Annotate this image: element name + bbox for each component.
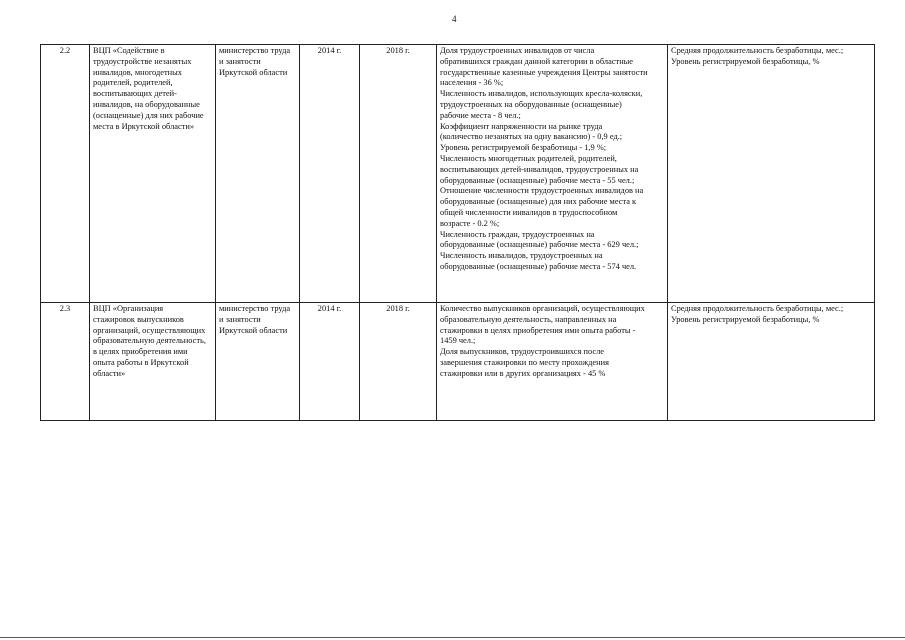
text-line: министерство труда xyxy=(219,46,291,55)
text-line: трудоустройстве незанятых xyxy=(93,56,192,66)
text-line: Средняя продолжительность безработицы, мес.; xyxy=(671,304,844,313)
text-line: оборудованные (оснащенные) рабочие места - 629 чел.; xyxy=(440,240,639,250)
start-year: 2014 г. xyxy=(300,45,360,303)
text-line: Уровень регистрируемой безработицы - 1,9 %; xyxy=(440,143,607,153)
text-line: ВЦП «Содействие в xyxy=(93,46,165,55)
text-line: области» xyxy=(93,368,126,378)
text-line: образовательную деятельность, направленных на xyxy=(440,314,617,324)
program-name xyxy=(90,303,216,421)
text-line: родителей, родителей, xyxy=(93,78,173,88)
text-line: инвалидов, на оборудованные xyxy=(93,99,200,109)
text-line: образовательную деятельность, xyxy=(93,336,206,346)
text-line: стажировок выпускников xyxy=(93,314,184,324)
text-line: Численность инвалидов, использующих кресла-коляски, xyxy=(440,89,643,99)
text-line: оборудованные (оснащенные) для них рабочие места к xyxy=(440,197,637,207)
target-indicators xyxy=(437,45,668,303)
executor xyxy=(216,303,300,421)
text-line: стажировки или в других организациях - 45 % xyxy=(440,368,606,378)
text-line: трудоустроенных на оборудованные (оснащенные) xyxy=(440,99,622,109)
text-line: оборудованные (оснащенные) рабочие места - 574 чел. xyxy=(440,261,637,271)
text-line: Отношение численности трудоустроенных инвалидов на xyxy=(440,186,644,196)
text-line: Иркутской области xyxy=(219,325,288,335)
text-line: инвалидов, многодетных xyxy=(93,67,182,77)
efficiency-indicators xyxy=(668,303,875,421)
text-line: государственные казенные учреждения Центры занятости xyxy=(440,67,648,77)
text-line: ВЦП «Организация xyxy=(93,304,164,313)
program-table xyxy=(40,44,875,421)
text-line: Уровень регистрируемой безработицы, % xyxy=(671,56,820,66)
text-line: места в Иркутской области» xyxy=(93,121,195,131)
text-line: Численность инвалидов, трудоустроенных на xyxy=(440,251,603,261)
efficiency-indicators xyxy=(668,45,875,303)
text-line: Численность многодетных родителей, родителей, xyxy=(440,153,617,163)
target-indicators xyxy=(437,303,668,421)
text-line: (оснащенные) для них рабочие xyxy=(93,110,204,120)
executor xyxy=(216,45,300,303)
text-line: Численность граждан, трудоустроенных на xyxy=(440,229,595,239)
page-number: 4 xyxy=(452,14,457,24)
text-line: (количество незанятых на одну вакансию) - 0,9 ед.; xyxy=(440,132,623,142)
text-line: оборудованные (оснащенные) рабочие места - 55 чел.; xyxy=(440,175,635,185)
text-line: в целях приобретения ими xyxy=(93,347,188,357)
program-name xyxy=(90,45,216,303)
text-line: возрасте - 0.2 %; xyxy=(440,218,500,228)
text-line: Коэффициент напряженности на рынке труда xyxy=(440,121,603,131)
text-line: общей численности инвалидов в трудоспособном xyxy=(440,207,618,217)
text-line: 1459 чел.; xyxy=(440,336,476,346)
text-line: воспитывающих детей- xyxy=(93,89,177,99)
text-line: и занятости xyxy=(219,56,261,66)
text-line: стажировки в целях приобретения ими опыта работы - xyxy=(440,325,636,335)
end-year: 2018 г. xyxy=(360,303,437,421)
text-line: Доля трудоустроенных инвалидов от числа xyxy=(440,46,595,55)
start-year: 2014 г. xyxy=(300,303,360,421)
table-row xyxy=(41,45,875,303)
text-line: организаций, осуществляющих xyxy=(93,325,206,335)
text-line: опыта работы в Иркутской xyxy=(93,357,189,367)
text-line: Доля выпускников, трудоустроившихся после xyxy=(440,347,605,357)
text-line: рабочие места - 8 чел.; xyxy=(440,110,521,120)
text-line: Количество выпускников организаций, осуществляющих xyxy=(440,304,645,313)
text-line: Уровень регистрируемой безработицы, % xyxy=(671,314,820,324)
row-number: 2.3 xyxy=(41,303,90,421)
page-bottom-edge xyxy=(0,637,905,638)
text-line: населения - 36 %; xyxy=(440,78,504,88)
text-line: Средняя продолжительность безработицы, мес.; xyxy=(671,46,844,55)
text-line: обратившихся граждан данной категории в областные xyxy=(440,56,634,66)
text-line: Иркутской области xyxy=(219,67,288,77)
table-row xyxy=(41,303,875,421)
text-line: министерство труда xyxy=(219,304,291,313)
text-line: и занятости xyxy=(219,314,261,324)
text-line: завершения стажировки по месту прохождения xyxy=(440,357,609,367)
row-number: 2.2 xyxy=(41,45,90,303)
end-year: 2018 г. xyxy=(360,45,437,303)
text-line: воспитывающих детей-инвалидов, трудоустроенных на xyxy=(440,164,639,174)
